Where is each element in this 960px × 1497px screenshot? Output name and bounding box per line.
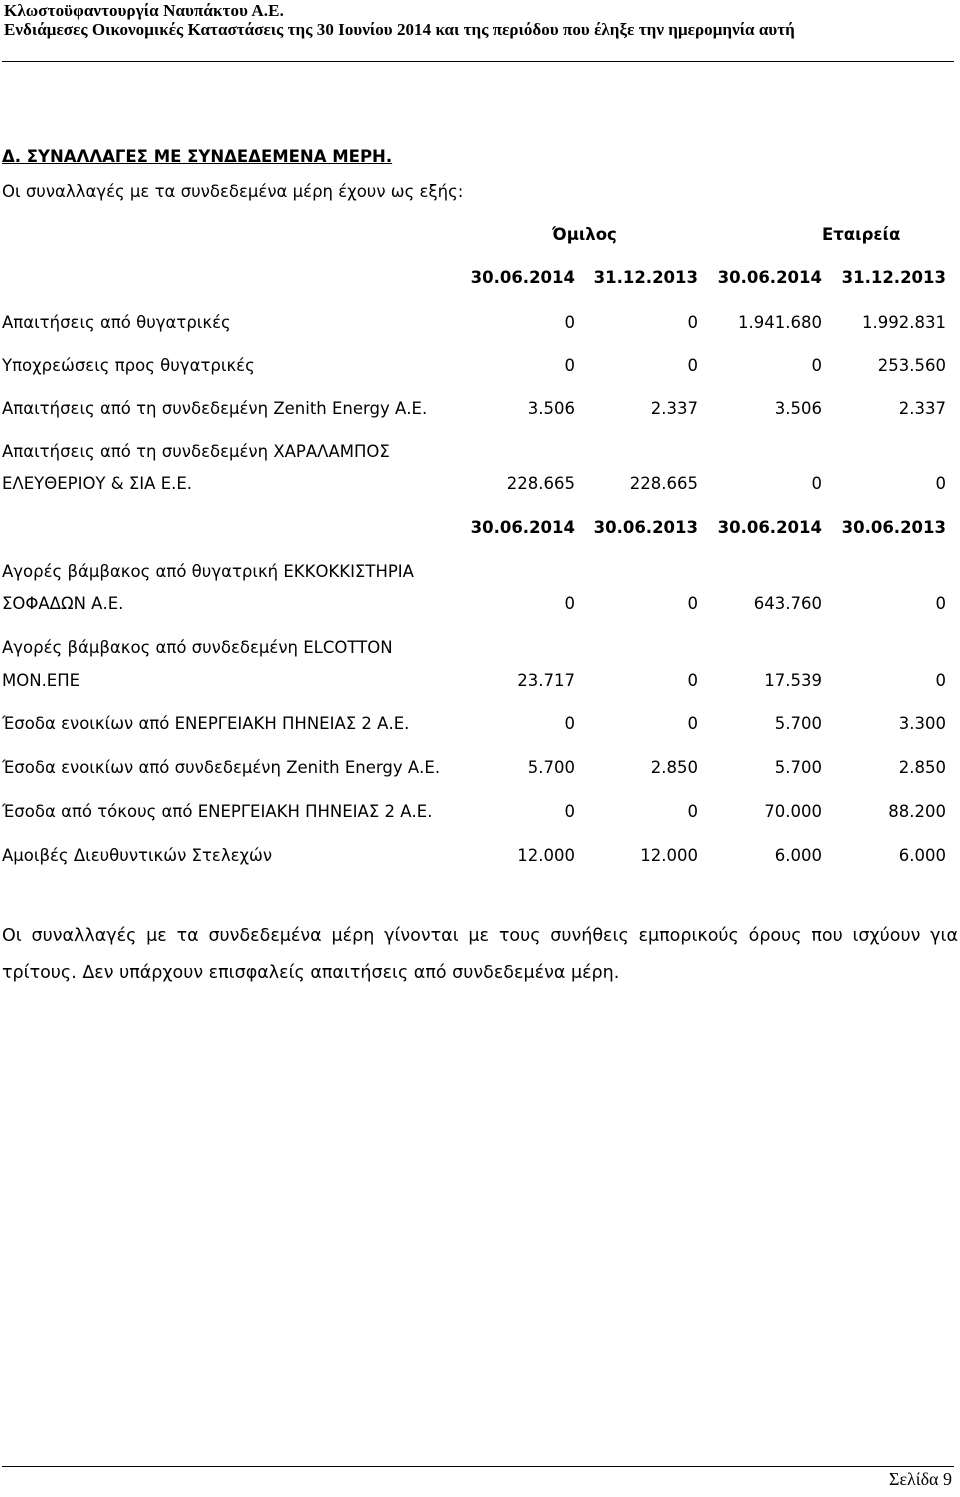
table-row-label-continued [0, 562, 960, 586]
cell-value: 0 [687, 802, 698, 821]
row-label: Απαιτήσεις από θυγατρικές [2, 313, 231, 332]
cell-value: 0 [564, 714, 575, 733]
cell-value: 0 [687, 313, 698, 332]
cell-value: 0 [564, 802, 575, 821]
table-row [0, 594, 960, 618]
cell-value: 12.000 [640, 846, 698, 865]
table-row [0, 758, 960, 782]
header-rule [2, 61, 954, 62]
row-label: Αγορές βάμβακος από θυγατρική ΕΚΚΟΚΚΙΣΤΗΡΙΑ [2, 562, 414, 581]
row-label: Υποχρεώσεις προς θυγατρικές [2, 356, 255, 375]
closing-paragraph: Οι συναλλαγές με τα συνδεδεμένα μέρη γίνονται με τους συνήθεις εμπορικούς όρους που ισχύουν για τρίτους. Δεν υπάρχουν επισφαλείς απαιτήσεις από συνδεδεμένα μέρη. [2, 926, 958, 983]
cell-value: 1.992.831 [862, 313, 946, 332]
cell-value: 0 [687, 356, 698, 375]
row-label: Έσοδα ενοικίων από ΕΝΕΡΓΕΙΑΚΗ ΠΗΝΕΙΑΣ 2 Α.Ε. [2, 714, 410, 733]
cell-value: 88.200 [888, 802, 946, 821]
row-label: Απαιτήσεις από τη συνδεδεμένη Zenith Energy Α.Ε. [2, 399, 428, 418]
table-row [0, 399, 960, 423]
section-title: Δ. ΣΥΝΑΛΛΑΓΕΣ ΜΕ ΣΥΝΔΕΔΕΜΕΝΑ ΜΕΡΗ. [2, 147, 393, 166]
cell-value: 0 [935, 474, 946, 493]
cell-value: 6.000 [898, 846, 946, 865]
footer-rule [2, 1466, 954, 1467]
cell-value: 5.700 [774, 714, 822, 733]
table-row [0, 356, 960, 380]
column-date: 30.06.2014 [717, 268, 822, 287]
cell-value: 6.000 [774, 846, 822, 865]
group-header-group: Όμιλος [552, 225, 617, 244]
cell-value: 2.850 [898, 758, 946, 777]
cell-value: 228.665 [629, 474, 698, 493]
row-label: Απαιτήσεις από τη συνδεδεμένη ΧΑΡΑΛΑΜΠΟΣ [2, 442, 390, 461]
cell-value: 0 [564, 313, 575, 332]
cell-value: 2.850 [650, 758, 698, 777]
cell-value: 5.700 [774, 758, 822, 777]
cell-value: 23.717 [517, 671, 575, 690]
cell-value: 5.700 [527, 758, 575, 777]
table-row-label-continued [0, 638, 960, 662]
table-row [0, 802, 960, 826]
row-label: ΜΟΝ.ΕΠΕ [2, 671, 81, 690]
cell-value: 70.000 [764, 802, 822, 821]
cell-value: 0 [564, 594, 575, 613]
cell-value: 0 [564, 356, 575, 375]
column-date: 31.12.2013 [593, 268, 698, 287]
page-number: Σελίδα 9 [888, 1469, 952, 1489]
row-label: ΕΛΕΥΘΕΡΙΟΥ & ΣΙΑ Ε.Ε. [2, 474, 193, 493]
table-row [0, 714, 960, 738]
column-date: 30.06.2014 [470, 268, 575, 287]
column-date: 30.06.2013 [841, 518, 946, 537]
cell-value: 228.665 [506, 474, 575, 493]
column-date: 30.06.2013 [593, 518, 698, 537]
company-name: Κλωστοϋφαντουργία Ναυπάκτου Α.Ε. [4, 1, 284, 20]
cell-value: 253.560 [877, 356, 946, 375]
cell-value: 17.539 [764, 671, 822, 690]
table-row [0, 671, 960, 695]
cell-value: 2.337 [898, 399, 946, 418]
cell-value: 0 [811, 474, 822, 493]
column-date: 30.06.2014 [717, 518, 822, 537]
table-row [0, 846, 960, 870]
row-label: Έσοδα ενοικίων από συνδεδεμένη Zenith Energy Α.Ε. [2, 758, 441, 777]
cell-value: 0 [935, 594, 946, 613]
column-date: 30.06.2014 [470, 518, 575, 537]
cell-value: 0 [687, 714, 698, 733]
row-label: Αγορές βάμβακος από συνδεδεμένη ELCOTTON [2, 638, 393, 657]
cell-value: 0 [935, 671, 946, 690]
table-row [0, 474, 960, 498]
balance-dates-row [0, 268, 960, 292]
table-row-label-continued [0, 442, 960, 466]
cell-value: 3.506 [774, 399, 822, 418]
table-row [0, 313, 960, 337]
row-label: Έσοδα από τόκους από ΕΝΕΡΓΕΙΑΚΗ ΠΗΝΕΙΑΣ 2 Α.Ε. [2, 802, 433, 821]
cell-value: 643.760 [753, 594, 822, 613]
cell-value: 3.506 [527, 399, 575, 418]
section-intro: Οι συναλλαγές με τα συνδεδεμένα μέρη έχουν ως εξής: [2, 182, 464, 201]
cell-value: 0 [687, 671, 698, 690]
cell-value: 12.000 [517, 846, 575, 865]
cell-value: 3.300 [898, 714, 946, 733]
column-date: 31.12.2013 [841, 268, 946, 287]
report-subtitle: Ενδιάμεσες Οικονομικές Καταστάσεις της 30 Ιουνίου 2014 και της περιόδου που έληξε την ημερομηνία αυτή [4, 20, 795, 39]
row-label: ΣΟΦΑΔΩΝ Α.Ε. [2, 594, 124, 613]
cell-value: 0 [811, 356, 822, 375]
cell-value: 1.941.680 [738, 313, 822, 332]
cell-value: 0 [687, 594, 698, 613]
period-dates-row [0, 518, 960, 542]
cell-value: 2.337 [650, 399, 698, 418]
group-header-company: Εταιρεία [822, 225, 901, 244]
row-label: Αμοιβές Διευθυντικών Στελεχών [2, 846, 273, 865]
